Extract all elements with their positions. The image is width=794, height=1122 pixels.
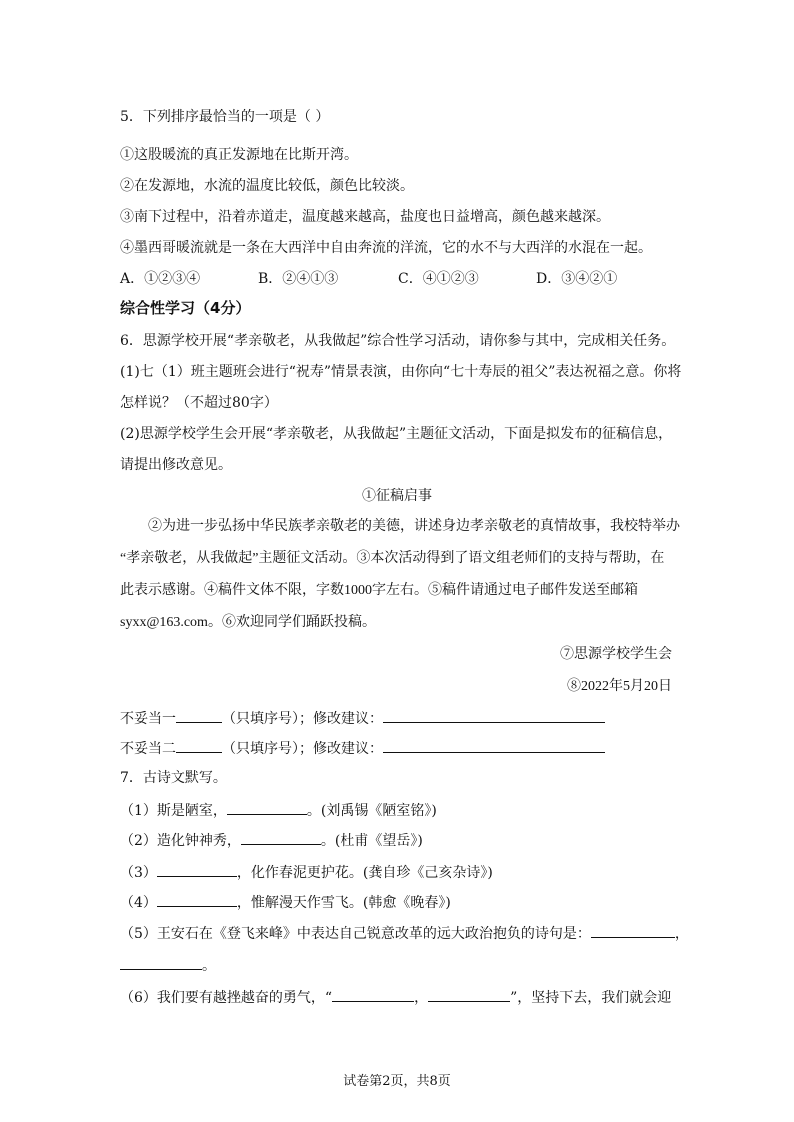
q7-item6-text: （6）我们要有越挫越奋的勇气，“: [120, 990, 333, 1006]
notice-title: ①征稿启事: [362, 489, 432, 504]
q7-item1-text: （1）斯是陋室，: [120, 803, 227, 819]
q7-item-4: [120, 892, 451, 913]
notice-line-3: 此表示感谢。④稿件文体不限，字数1000字左右。⑤稿件请通过电子邮件发送至邮箱: [120, 583, 638, 598]
q7-item5-comma: ，: [674, 926, 689, 942]
q5-option-b: B．②④①③: [258, 271, 339, 287]
fix-row-1: [120, 708, 605, 729]
q5-option-a: A．①②③④: [120, 271, 201, 287]
notice-line-2: “孝亲敬老，从我做起”主题征文活动。③本次活动得到了语文组老师们的支持与帮助，在: [120, 551, 665, 566]
q7-item-6: [120, 987, 671, 1008]
fix2-middle: （只填序号）；修改建议：: [222, 741, 383, 757]
fix2-prefix: 不妥当二: [120, 741, 176, 757]
fix2-number-blank[interactable]: [176, 738, 222, 753]
q7-item6-tail: ”，坚持下去，我们就会迎: [510, 990, 672, 1006]
q7-item5-blank-2[interactable]: [120, 955, 202, 970]
q7-item5-text: （5）王安石在《登飞来峰》中表达自己锐意改革的远大政治抱负的诗句是：: [120, 926, 591, 942]
q6-sub2-line2: 请提出修改意见。: [120, 457, 232, 473]
q7-item3-number: （3）: [120, 865, 157, 881]
q7-item6-blank-1[interactable]: [332, 987, 414, 1002]
q7-item-5-cont: [120, 955, 216, 976]
q7-item2-blank[interactable]: [241, 830, 321, 845]
q7-item4-number: （4）: [120, 895, 157, 911]
q6-sub1-line2: 怎样说？（不超过80字）: [120, 395, 278, 411]
notice-line-1: ②为进一步弘扬中华民族孝亲敬老的美德，讲述身边孝亲敬老的真情故事，我校特举办: [148, 519, 680, 534]
q7-item2-text: （2）造化钟神秀，: [120, 833, 241, 849]
fix2-suggestion-blank[interactable]: [383, 738, 605, 753]
q5-item-1: ①这股暖流的真正发源地在比斯开湾。: [120, 147, 358, 163]
q7-item3-text: ，化作春泥更护花。(龚自珍《己亥杂诗》): [236, 865, 493, 881]
q7-item2-source: 。(杜甫《望岳》): [320, 833, 423, 849]
fix1-number-blank[interactable]: [176, 708, 222, 723]
notice-date: ⑧2022年5月20日: [567, 679, 672, 694]
q7-item4-text: ，惟解漫天作雪飞。(韩愈《晚春》): [236, 895, 451, 911]
q7-item3-blank[interactable]: [157, 862, 237, 877]
q7-item6-comma: ，: [414, 990, 429, 1006]
q7-item4-blank[interactable]: [157, 892, 237, 907]
fix1-suggestion-blank[interactable]: [383, 708, 605, 723]
q7-item5-period: 。: [202, 958, 216, 974]
q5-item-3: ③南下过程中，沿着赤道走，温度越来越高，盐度也日益增高，颜色越来越深。: [120, 209, 610, 225]
page-footer: 试卷第2页，共8页: [343, 1074, 451, 1089]
q6-sub1-line1: (1)七（1）班主题班会进行“祝寿”情景表演，由你向“七十寿辰的祖父”表达祝福之意。你将: [120, 364, 682, 380]
q5-stem: 5．下列排序最恰当的一项是（ ）: [120, 109, 330, 125]
fix1-prefix: 不妥当一: [120, 711, 176, 727]
q7-item-5: [120, 923, 689, 944]
q5-option-d: D．③④②①: [536, 271, 618, 287]
q7-item-1: [120, 800, 437, 821]
q5-item-2: ②在发源地，水流的温度比较低，颜色比较淡。: [120, 178, 414, 194]
fix1-middle: （只填序号）；修改建议：: [222, 711, 383, 727]
fix-row-2: [120, 738, 605, 759]
q5-option-c: C．④①②③: [398, 271, 479, 287]
q7-item1-source: 。(刘禹锡《陋室铭》): [306, 803, 437, 819]
q7-item-3: [120, 862, 493, 883]
q5-item-4: ④墨西哥暖流就是一条在大西洋中自由奔流的洋流，它的水不与大西洋的水混在一起。: [120, 240, 652, 256]
q7-item5-blank-1[interactable]: [591, 923, 675, 938]
section-title: 综合性学习（4分）: [120, 299, 251, 317]
q7-item-2: [120, 830, 423, 851]
notice-line-4: syxx@163.com。⑥欢迎同学们踊跃投稿。: [120, 615, 376, 630]
q7-item6-blank-2[interactable]: [428, 987, 510, 1002]
q7-item1-blank[interactable]: [227, 800, 307, 815]
q6-sub2-line1: (2)思源学校学生会开展“孝亲敬老，从我做起”主题征文活动，下面是拟发布的征稿信息，: [120, 426, 673, 442]
q6-stem: 6．思源学校开展“孝亲敬老，从我做起”综合性学习活动，请你参与其中，完成相关任务。: [120, 333, 676, 349]
q7-stem: 7．古诗文默写。: [120, 770, 227, 786]
notice-signature: ⑦思源学校学生会: [560, 647, 672, 662]
